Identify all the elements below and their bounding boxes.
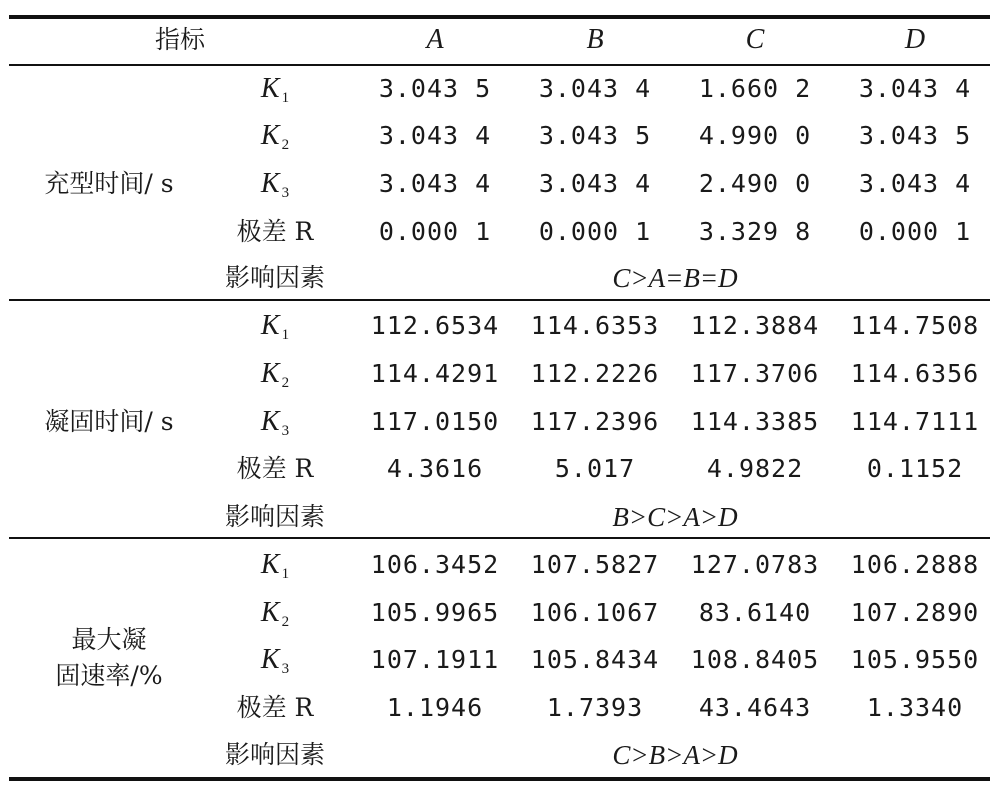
value-cell: 112.6534 (370, 311, 500, 340)
factor-range: 极差 R (236, 693, 314, 722)
value-cell: 117.2396 (530, 407, 660, 436)
value-cell: 3.043 4 (538, 74, 652, 103)
value-cell: 106.1067 (530, 598, 660, 627)
value-cell: 108.8405 (690, 645, 820, 674)
value-cell: 43.4643 (698, 693, 812, 722)
value-cell: 112.3884 (690, 311, 820, 340)
value-cell: 114.6356 (850, 359, 980, 388)
factor-k1: K $_1$ (260, 73, 290, 106)
value-cell: 5.017 (554, 454, 636, 483)
group-label-line2: 固速率/% (55, 661, 163, 690)
header-indicator: 指标 (154, 25, 205, 54)
value-cell: 106.2888 (850, 550, 980, 579)
group-label-line1: 最大凝 (71, 625, 147, 654)
influence-order: C>A=B=D (612, 263, 738, 293)
value-cell: 4.9822 (706, 454, 804, 483)
value-cell: 107.1911 (370, 645, 500, 674)
value-cell: 2.490 0 (698, 169, 812, 198)
value-cell: 107.2890 (850, 598, 980, 627)
value-cell: 4.990 0 (698, 121, 812, 150)
value-cell: 105.8434 (530, 645, 660, 674)
value-cell: 3.043 4 (378, 121, 492, 150)
value-cell: 114.7508 (850, 311, 980, 340)
value-cell: 3.043 4 (378, 169, 492, 198)
factor-k1: K $_1$ (260, 549, 290, 582)
factor-k3: K $_3$ (260, 406, 290, 439)
group2-divider (9, 537, 990, 539)
factor-k1: K $_1$ (260, 310, 290, 343)
factor-k2: K $_2$ (260, 597, 290, 630)
value-cell: 3.329 8 (698, 217, 812, 246)
value-cell: 1.660 2 (698, 74, 812, 103)
value-cell: 83.6140 (698, 598, 812, 627)
value-cell: 4.3616 (386, 454, 484, 483)
value-cell: 105.9550 (850, 645, 980, 674)
header-col-c: C (745, 24, 765, 55)
value-cell: 0.000 1 (538, 217, 652, 246)
group1-divider (9, 299, 990, 301)
factor-k2: K $_2$ (260, 120, 290, 153)
factor-k3: K $_3$ (260, 168, 290, 201)
header-col-b: B (586, 24, 604, 55)
influence-label: 影响因素 (224, 263, 325, 292)
factor-k3: K $_3$ (260, 644, 290, 677)
value-cell: 0.000 1 (858, 217, 972, 246)
value-cell: 3.043 5 (378, 74, 492, 103)
header-col-d: D (904, 24, 926, 55)
value-cell: 1.1946 (386, 693, 484, 722)
value-cell: 112.2226 (530, 359, 660, 388)
value-cell: 3.043 4 (858, 74, 972, 103)
influence-order: C>B>A>D (612, 740, 738, 770)
influence-label: 影响因素 (224, 502, 325, 531)
value-cell: 114.6353 (530, 311, 660, 340)
value-cell: 127.0783 (690, 550, 820, 579)
value-cell: 3.043 4 (858, 169, 972, 198)
factor-k2: K $_2$ (260, 358, 290, 391)
group-label-fill-time: 充型时间/ s (44, 169, 174, 198)
value-cell: 114.7111 (850, 407, 980, 436)
factor-range: 极差 R (236, 217, 314, 246)
value-cell: 3.043 4 (538, 169, 652, 198)
value-cell: 3.043 5 (858, 121, 972, 150)
value-cell: 107.5827 (530, 550, 660, 579)
influence-label: 影响因素 (224, 740, 325, 769)
factor-range: 极差 R (236, 454, 314, 483)
value-cell: 117.3706 (690, 359, 820, 388)
value-cell: 106.3452 (370, 550, 500, 579)
group-label-max-solidification-rate (9, 622, 209, 694)
value-cell: 114.3385 (690, 407, 820, 436)
value-cell: 0.1152 (866, 454, 964, 483)
value-cell: 1.3340 (866, 693, 964, 722)
value-cell: 0.000 1 (378, 217, 492, 246)
value-cell: 1.7393 (546, 693, 644, 722)
influence-order: B>C>A>D (612, 502, 738, 532)
header-col-a: A (426, 24, 444, 55)
bottom-rule (9, 777, 990, 781)
group-label-solidification-time: 凝固时间/ s (44, 407, 174, 436)
value-cell: 3.043 5 (538, 121, 652, 150)
value-cell: 105.9965 (370, 598, 500, 627)
value-cell: 114.4291 (370, 359, 500, 388)
value-cell: 117.0150 (370, 407, 500, 436)
